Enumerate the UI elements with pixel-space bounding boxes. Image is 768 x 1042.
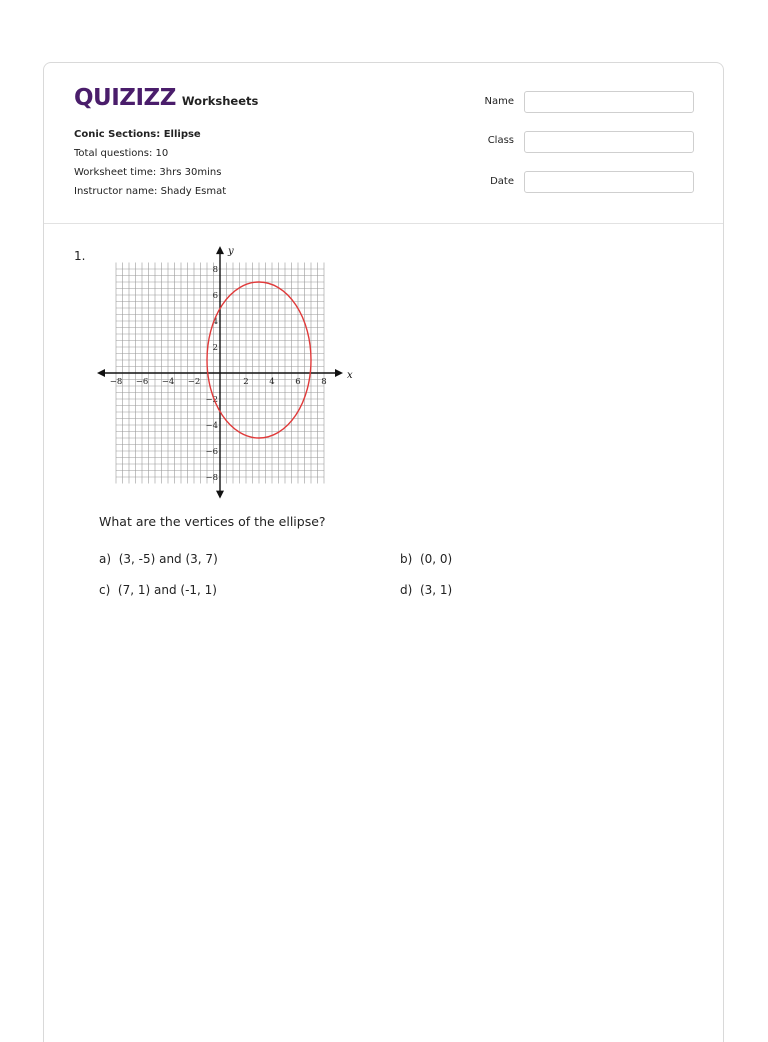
option-b[interactable] <box>400 552 452 566</box>
option-c-text: (7, 1) and (-1, 1) <box>117 583 217 597</box>
x-tick-label: 8 <box>321 377 327 387</box>
worksheet-title: Conic Sections: Ellipse <box>74 129 201 140</box>
y-tick-label: 4 <box>212 317 218 327</box>
y-tick-label: 6 <box>212 291 218 301</box>
x-tick-label: −4 <box>161 377 175 387</box>
option-c-letter: c) <box>99 583 111 597</box>
total-questions: Total questions: 10 <box>74 148 169 159</box>
x-tick-label: −8 <box>109 377 123 387</box>
quizizz-logo: QUIZIZZ <box>74 85 176 111</box>
brand-subtitle: Worksheets <box>181 94 259 108</box>
brand <box>74 85 258 111</box>
worksheet-meta <box>74 125 226 201</box>
x-tick-label: −2 <box>187 377 201 387</box>
y-tick-label: −4 <box>205 421 218 431</box>
option-a-letter: a) <box>99 552 112 566</box>
option-b-letter: b) <box>400 552 413 566</box>
option-d[interactable] <box>400 583 452 597</box>
y-axis-arrow-down <box>216 491 224 499</box>
x-tick-label: 2 <box>243 377 249 387</box>
ellipse-graph <box>96 241 356 503</box>
option-d-letter: d) <box>400 583 413 597</box>
date-field[interactable] <box>524 171 694 193</box>
class-field[interactable] <box>524 131 694 153</box>
x-axis-arrow-right <box>335 369 343 377</box>
instructor-name: Instructor name: Shady Esmat <box>74 186 227 197</box>
worksheet-time: Worksheet time: 3hrs 30mins <box>74 167 222 178</box>
option-a-text: (3, -5) and (3, 7) <box>118 552 218 566</box>
y-tick-label: 8 <box>212 265 218 275</box>
question-number: 1. <box>74 249 86 263</box>
y-axis-label: y <box>228 246 234 258</box>
question-prompt: What are the vertices of the ellipse? <box>99 514 326 529</box>
name-label: Name <box>484 96 514 107</box>
y-tick-label: 2 <box>212 343 218 353</box>
class-label: Class <box>487 135 514 146</box>
x-axis-label: x <box>347 370 353 381</box>
x-axis-arrow-left <box>97 369 105 377</box>
y-axis-arrow-up <box>216 246 224 254</box>
option-c[interactable] <box>99 583 217 597</box>
y-tick-label: −2 <box>205 395 218 405</box>
x-tick-label: −6 <box>135 377 149 387</box>
option-b-text: (0, 0) <box>419 552 453 566</box>
option-a[interactable] <box>99 552 218 566</box>
option-d-text: (3, 1) <box>419 583 453 597</box>
x-tick-label: 4 <box>269 377 275 387</box>
date-label: Date <box>490 176 514 187</box>
worksheet-header <box>44 63 723 224</box>
worksheet-sheet <box>43 62 724 1042</box>
y-tick-label: −6 <box>205 447 218 457</box>
name-field[interactable] <box>524 91 694 113</box>
x-tick-label: 6 <box>295 377 301 387</box>
y-tick-label: −8 <box>205 473 218 483</box>
